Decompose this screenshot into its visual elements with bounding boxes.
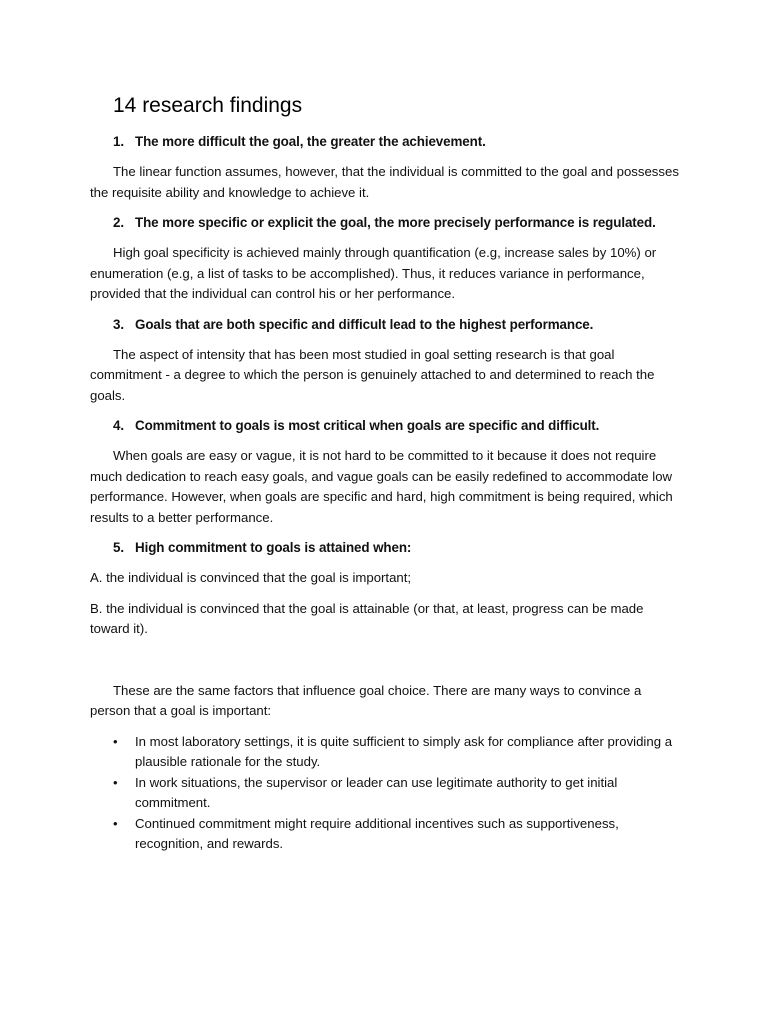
- finding-number: 5.: [113, 540, 124, 555]
- bullet-icon: •: [113, 733, 118, 749]
- document-title: 14 research findings: [113, 94, 303, 117]
- finding-number: 4.: [113, 418, 124, 433]
- condition-b: B. the individual is convinced that the goal is attainable (or that, at least, progress can be made toward it).: [90, 600, 644, 636]
- list-item-text: In most laboratory settings, it is quite sufficient to simply ask for compliance after providing a plausible rationale for the study.: [135, 733, 673, 769]
- finding-heading-text: Commitment to goals is most critical when goals are specific and difficult.: [135, 418, 600, 433]
- bullet-list: [90, 732, 680, 855]
- finding-heading-5: [90, 538, 680, 558]
- finding-heading-2: [90, 213, 680, 233]
- list-item: [90, 773, 680, 814]
- list-item: [90, 814, 680, 855]
- finding-number: 2.: [113, 215, 124, 230]
- finding-heading-1: [90, 132, 680, 152]
- finding-heading-text: Goals that are both specific and difficult lead to the highest performance.: [135, 316, 594, 332]
- finding-body-1: The linear function assumes, however, that the individual is committed to the goal and possesses the requisite ability and knowledge to achieve it.: [90, 164, 679, 200]
- finding-heading-text: The more specific or explicit the goal, the more precisely performance is regulated.: [135, 215, 656, 230]
- document-page: [90, 92, 680, 855]
- closing-paragraph: These are the same factors that influence goal choice. There are many ways to convince a person that a goal is important:: [90, 682, 642, 718]
- bullet-icon: •: [113, 774, 118, 790]
- finding-body-3: The aspect of intensity that has been most studied in goal setting research is that goal commitment - a degree to which the person is genuinely attached to and determined to reach the goals.: [90, 346, 655, 403]
- blank-line: [90, 650, 680, 681]
- finding-heading-text: The more difficult the goal, the greater the achievement.: [135, 134, 486, 149]
- finding-heading-text: High commitment to goals is attained when:: [135, 540, 412, 555]
- condition-a: A. the individual is convinced that the goal is important;: [90, 570, 412, 585]
- finding-heading-3: [90, 315, 680, 335]
- bullet-icon: •: [113, 815, 118, 831]
- finding-number: 1.: [113, 134, 124, 149]
- finding-heading-4: [90, 416, 680, 436]
- finding-body-4: When goals are easy or vague, it is not hard to be committed to it because it does not require much dedication to reach easy goals, and vague goals can be easily redefined to accommodate low performance. However, when goals are specific and hard, high commitment is being required, which results to a better performance.: [90, 448, 673, 525]
- list-item: [90, 732, 680, 773]
- list-item-text: Continued commitment might require additional incentives such as supportiveness, recognition, and rewards.: [135, 815, 619, 851]
- list-item-text: In work situations, the supervisor or leader can use legitimate authority to get initial commitment.: [135, 774, 618, 810]
- finding-number: 3.: [113, 316, 124, 332]
- finding-body-2: High goal specificity is achieved mainly through quantification (e.g, increase sales by 10%) or enumeration (e.g, a list of tasks to be accomplished). Thus, it reduces variance in performance, provided that the individual can control his or her performance.: [90, 245, 657, 301]
